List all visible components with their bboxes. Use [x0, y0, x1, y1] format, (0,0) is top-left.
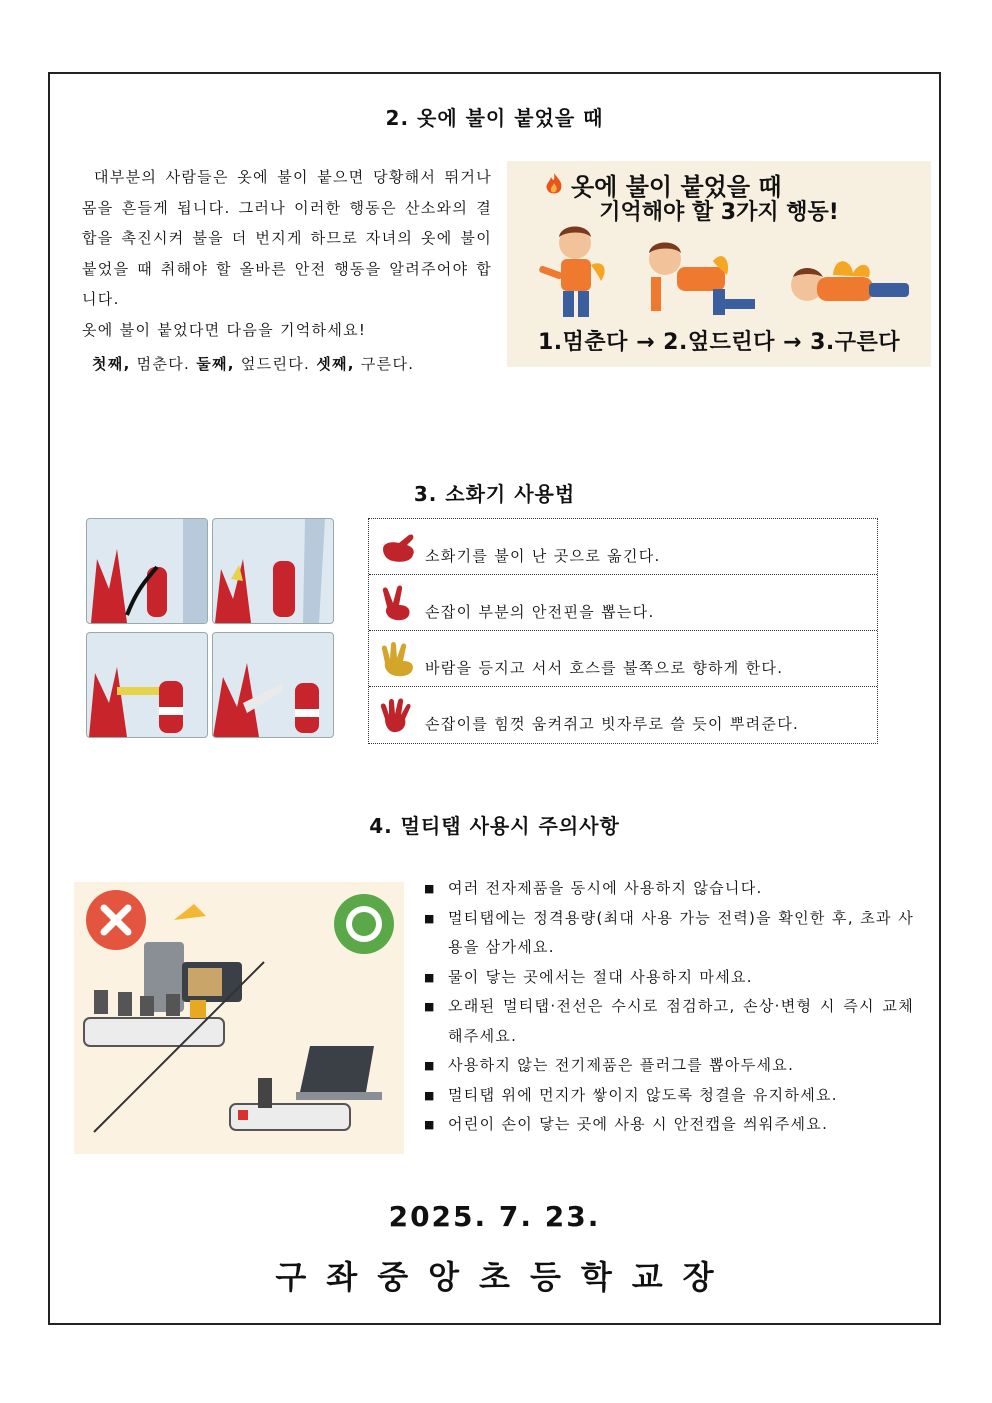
- extinguisher-step-text: 손잡이 부분의 안전핀을 뽑는다.: [425, 603, 655, 621]
- caution-item: ■ 여러 전자제품을 동시에 사용하지 않습니다.: [424, 874, 914, 904]
- document-frame: [48, 72, 941, 1325]
- extinguisher-step-row: [369, 575, 877, 631]
- section2-steps: [82, 349, 492, 380]
- step-action: 멈춘다.: [136, 355, 191, 373]
- multitap-caution-list: [424, 874, 914, 1140]
- step-action: 엎드린다.: [240, 355, 311, 373]
- caution-item: ■ 오래된 멀티탭·전선은 수시로 점검하고, 손상·변형 시 즉시 교체해주세요.: [424, 992, 914, 1051]
- step-ordinal: 첫째,: [92, 355, 131, 373]
- stop-pose-figure: [538, 227, 604, 318]
- extinguisher-step-text: 손잡이를 힘껏 움켜쥐고 빗자루로 쓸 듯이 뿌려준다.: [425, 715, 800, 733]
- caution-item: ■ 사용하지 않는 전기제품은 플러그를 뽑아두세요.: [424, 1051, 914, 1081]
- school-principal-signature: 구좌중앙초등학교장: [275, 1258, 734, 1296]
- extinguisher-step-text: 소화기를 불이 난 곳으로 옮긴다.: [425, 547, 661, 565]
- caution-item: ■ 어린이 손이 닿는 곳에 사용 시 안전캡을 씌워주세요.: [424, 1110, 914, 1140]
- section3-title: 3. 소화기 사용법: [413, 482, 576, 506]
- kids-illustration: [517, 225, 921, 325]
- step-ordinal: 셋째,: [316, 355, 355, 373]
- correct-icon: [334, 894, 394, 954]
- section2-paragraph2: 옷에 불이 붙었다면 다음을 기억하세요!: [82, 320, 367, 339]
- step-ordinal: 둘째,: [196, 355, 235, 373]
- one-finger-hand-icon: [379, 529, 419, 567]
- extinguisher-step-row: [369, 687, 877, 743]
- illustration-heading2: 기억해야 할 3가지 행동!: [599, 200, 839, 225]
- two-finger-hand-icon: [379, 585, 419, 623]
- caution-item: ■ 멀티탭 위에 먼지가 쌓이지 않도록 청결을 유지하세요.: [424, 1081, 914, 1111]
- extinguisher-panel-2: [212, 518, 334, 624]
- clothes-fire-illustration: [507, 161, 931, 367]
- extinguisher-steps-table: [368, 518, 878, 744]
- extinguisher-panel-3: [86, 632, 208, 738]
- caution-item: ■ 물이 닿는 곳에서는 절대 사용하지 마세요.: [424, 963, 914, 993]
- section2-title: 2. 옷에 불이 붙었을 때: [385, 106, 604, 130]
- roll-pose-figure: [791, 261, 909, 301]
- extinguisher-step-row: [369, 519, 877, 575]
- extinguisher-step-row: [369, 631, 877, 687]
- step-action: 구른다.: [360, 355, 415, 373]
- extinguisher-panel-4: [212, 632, 334, 738]
- illustration-heading1: 옷에 불이 붙었을 때: [571, 173, 782, 201]
- illustration-steps: 1.멈춘다 → 2.엎드린다 → 3.구른다: [537, 330, 901, 355]
- section4-title: 4. 멀티탭 사용시 주의사항: [369, 814, 620, 838]
- open-hand-icon: [379, 697, 419, 735]
- section2-text: [82, 162, 492, 380]
- section2-paragraph1: 대부분의 사람들은 옷에 불이 붙으면 당황해서 뛰거나 몸을 흔들게 됩니다. 그러나 이러한 행동은 산소와의 결합을 촉진시켜 불을 더 번지게 하므로 자녀의 옷에 불이 붙었을 때 취해야 할 올바른 안전 행동을 알려주어야 합니다.: [82, 168, 492, 308]
- multitap-illustration: [74, 882, 404, 1154]
- three-finger-hand-icon: [379, 641, 419, 679]
- drop-pose-figure: [649, 243, 755, 316]
- extinguisher-step-text: 바람을 등지고 서서 호스를 불쪽으로 향하게 한다.: [425, 659, 784, 677]
- extinguisher-illustration-grid: [86, 518, 334, 740]
- document-date: 2025. 7. 23.: [388, 1200, 601, 1233]
- caution-item: ■ 멀티탭에는 정격용량(최대 사용 가능 전력)을 확인한 후, 초과 사용을 삼가세요.: [424, 904, 914, 963]
- extinguisher-panel-1: [86, 518, 208, 624]
